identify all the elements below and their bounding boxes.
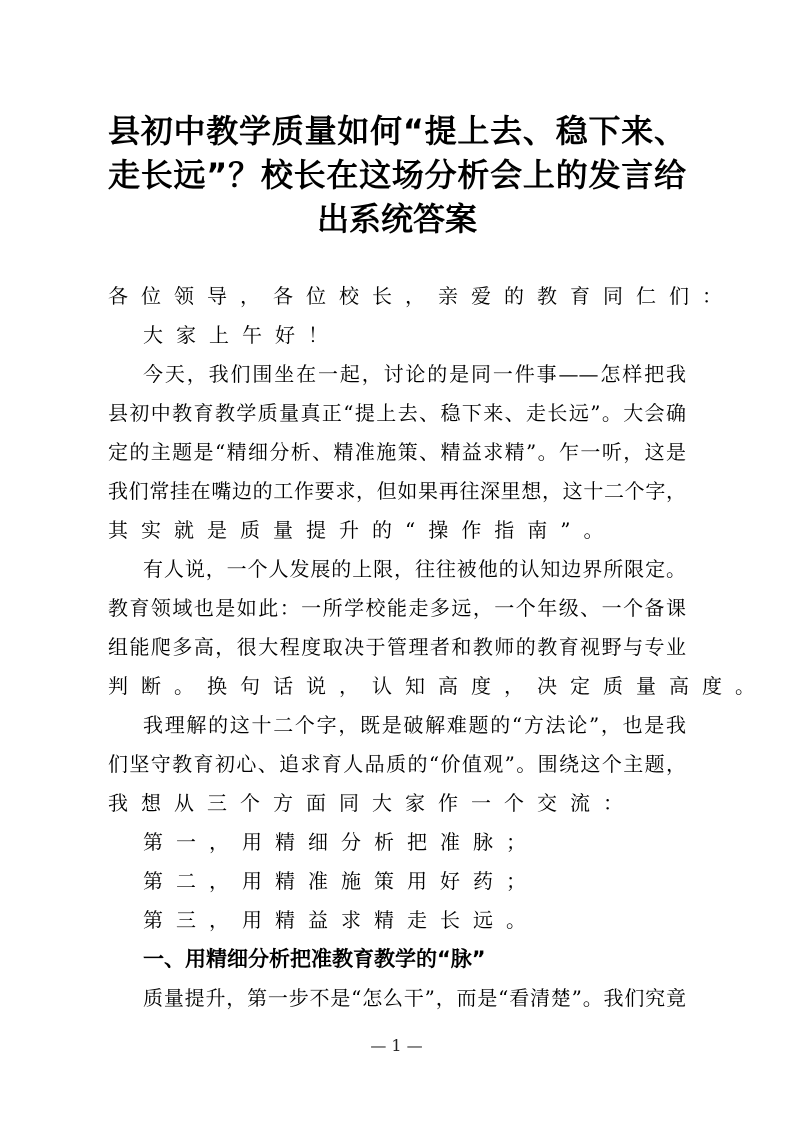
document-body (108, 277, 768, 1018)
salutation: 各位领导，各位校长，亲爱的教育同仁们： (108, 284, 735, 308)
list-item: 第三，用精益求精走长远。 (143, 908, 539, 932)
paragraph-line: 质量提升，第一步不是“怎么干”，而是“看清楚”。我们究竟 (143, 986, 686, 1010)
paragraph-line: 其实就是质量提升的“操作指南”。 (108, 518, 617, 542)
paragraph-line: 我们常挂在嘴边的工作要求，但如果再往深里想，这十二个字， (108, 479, 686, 503)
title-line: 县初中教学质量如何“提上去、稳下来、 (108, 112, 686, 150)
list-item: 第二，用精准施策用好药； (143, 869, 539, 893)
paragraph-line: 县初中教育教学质量真正“提上去、稳下来、走长远”。大会确 (108, 401, 686, 425)
paragraph-line: 我想从三个方面同大家作一个交流： (108, 791, 636, 815)
list-item: 第一，用精细分析把准脉； (143, 830, 539, 854)
greeting: 大家上午好！ (143, 323, 341, 347)
paragraph-line: 今天，我们围坐在一起，讨论的是同一件事——怎样把我 (143, 362, 686, 386)
paragraph-line: 们坚守教育初心、追求育人品质的“价值观”。围绕这个主题， (108, 752, 686, 776)
paragraph-line: 定的主题是“精细分析、精准施策、精益求精”。乍一听，这是 (108, 440, 686, 464)
title-line: 出系统答案 (316, 200, 477, 238)
title-line: 走长远”？校长在这场分析会上的发言给 (108, 156, 686, 194)
page-number: — 1 — (370, 1036, 423, 1055)
paragraph-line: 判断。换句话说，认知高度，决定质量高度。 (108, 674, 768, 698)
paragraph-line: 组能爬多高，很大程度取决于管理者和教师的教育视野与专业 (108, 635, 686, 659)
section-heading: 一、用精细分析把准教育教学的“脉” (143, 947, 486, 971)
paragraph-line: 教育领域也是如此：一所学校能走多远，一个年级、一个备课 (108, 596, 686, 620)
paragraph-line: 有人说，一个人发展的上限，往往被他的认知边界所限定。 (143, 557, 686, 581)
document-title (108, 109, 686, 241)
paragraph-line: 我理解的这十二个字，既是破解难题的“方法论”，也是我 (143, 713, 686, 737)
